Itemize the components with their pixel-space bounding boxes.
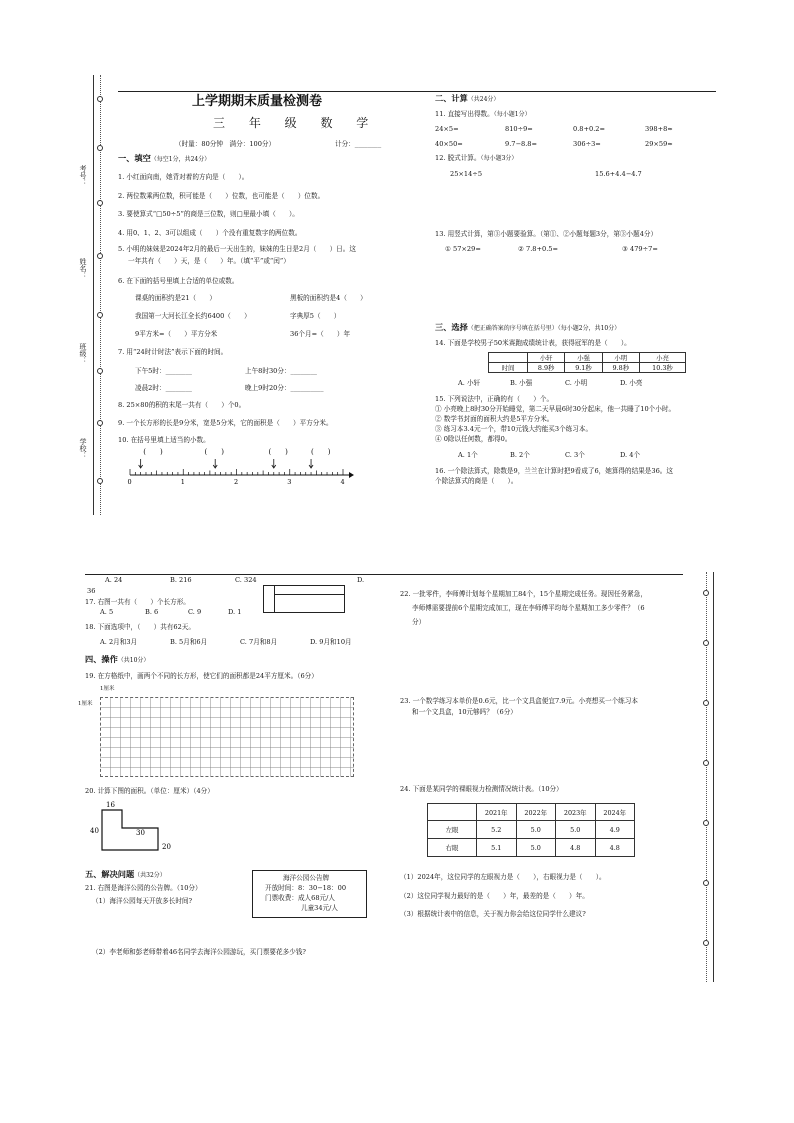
- q17-option: A. 5: [100, 608, 114, 616]
- q6a: 课桌的面积约是21（ ）: [135, 294, 216, 302]
- section3-heading: 三、选择（把正确答案的序号填在括号里）（每小题2分，共10分）: [435, 322, 621, 332]
- q12a: 25×14÷5: [450, 170, 483, 178]
- binding-hole: [97, 312, 103, 318]
- q24-part1: （1）2024年，这位同学的左眼视力是（ ），右眼视力是（ ）。: [400, 873, 606, 881]
- q24-part3: （3）根据统计表中的信息，关于视力你会给这位同学什么建议?: [400, 910, 586, 918]
- q7d: 晚上9时20分：__________: [245, 384, 324, 392]
- q11-item: 306÷3=: [573, 140, 601, 148]
- xingming-label: 姓名：: [79, 258, 87, 279]
- q16-option: D.: [357, 576, 365, 584]
- dim-40: 40: [90, 827, 99, 835]
- q14-option: D. 小亮: [620, 379, 643, 387]
- number-line-blank: ( ): [204, 448, 225, 456]
- q16-option-d-value: 36: [87, 587, 96, 595]
- q12b: 15.6+4.4−4.7: [595, 170, 642, 178]
- q20: 20. 计算下图的面积。（单位：厘米）（4分）: [85, 787, 214, 795]
- board-child-price: 儿童34元/人: [301, 904, 338, 912]
- binding-hole: [97, 145, 103, 151]
- grid-unit-top: 1厘米: [100, 686, 115, 692]
- section1-heading: 一、填空（每空1分，共24分）: [118, 153, 211, 163]
- q7b: 上午8时30分：________: [245, 367, 317, 375]
- board-adult-price: 门票收费：成人68元/人: [265, 894, 335, 902]
- q4: 4. 用0、1、2、3可以组成（ ）个没有重复数字的两位数。: [118, 229, 302, 237]
- q18-option: B. 5月和6月: [170, 638, 208, 646]
- q11-item: 810÷9=: [505, 125, 533, 133]
- number-line-tick-label: 0: [127, 478, 132, 486]
- q15-option: C. 3个: [565, 451, 585, 459]
- q16-line2: 个除法算式的商是（ ）。: [435, 477, 518, 485]
- binding-hole: [703, 940, 709, 946]
- q24: 24. 下面是某同学的裸眼视力检测情况统计表。（10分）: [400, 785, 563, 793]
- q19-grid-paper[interactable]: [100, 697, 354, 777]
- q11-item: 29×59≈: [645, 140, 673, 148]
- q13b: ② 7.8+0.5=: [518, 245, 559, 253]
- grid-unit-left: 1厘米: [78, 701, 93, 707]
- number-line-blank: ( ): [311, 448, 331, 456]
- dim-20: 20: [162, 843, 171, 851]
- board-title: 海洋公园公告牌: [283, 874, 330, 882]
- q13c: ③ 479÷7=: [622, 245, 658, 253]
- q6b: 黑板的面积约是4（ ）: [290, 294, 367, 302]
- q17-rect-figure: [263, 585, 345, 613]
- q7: 7. 用“24时计时法”表示下面的时间。: [118, 348, 228, 356]
- top-rule: [118, 91, 716, 92]
- q12: 12. 脱式计算。（每小题3分）: [435, 154, 518, 162]
- q13a: ① 57×29=: [445, 245, 481, 253]
- q16-option: C. 324: [235, 576, 257, 584]
- q23-line2: 和一个文具盒，10元够吗？（6分）: [412, 708, 517, 716]
- exam-meta: （时量：80分钟 满分：100分）: [175, 140, 276, 148]
- binding-hole: [703, 820, 709, 826]
- q15-option: A. 1个: [458, 451, 478, 459]
- q10: 10. 在括号里填上适当的小数。: [118, 436, 210, 444]
- q20-l-shape-figure: [88, 798, 188, 858]
- q21-part2: （2）李老师和彭老师带着46名同学去海洋公园游玩，买门票要花多少钱?: [92, 948, 306, 956]
- number-line-tick-label: 2: [234, 478, 239, 486]
- q14-option: B. 小强: [510, 379, 533, 387]
- kaohao-label: 考号：: [79, 165, 87, 186]
- score-label: 计分：________: [335, 140, 382, 148]
- binding-hole: [97, 368, 103, 374]
- number-line-arrow: [349, 472, 354, 478]
- q6f: 36个月=（ ）年: [290, 330, 351, 338]
- binding-solid-line-right: [713, 572, 714, 982]
- q24-part2: （2）这位同学视力最好的是（ ）年，最差的是（ ）年。: [400, 892, 589, 900]
- q6d: 字典厚5（ ）: [290, 312, 341, 320]
- q14-option: A. 小轩: [458, 379, 481, 387]
- q7c: 凌晨2时：________: [135, 384, 192, 392]
- page-subtitle: 三 年 级 数 学: [213, 116, 379, 130]
- q13: 13. 用竖式计算，第③小题要验算。（第①、②小题每题3分，第③小题4分）: [435, 230, 658, 238]
- q9: 9. 一个长方形的长是9分米，宽是5分米，它的面积是（ ）平方分米。: [118, 419, 333, 427]
- dim-30: 30: [136, 829, 145, 837]
- q18-option: D. 9月和10月: [310, 638, 352, 646]
- binding-hole: [97, 253, 103, 259]
- q11-item: 40×50=: [435, 140, 463, 148]
- q17-option: B. 6: [145, 608, 159, 616]
- binding-solid-line: [93, 75, 94, 515]
- q15a: ① 小亮晚上8时30分开始睡觉，第二天早晨6时30分起床，他一共睡了10个小时。: [435, 405, 676, 413]
- binding-hole: [703, 760, 709, 766]
- q15-option: B. 2个: [510, 451, 530, 459]
- section4-heading: 四、操作（共10分）: [85, 654, 150, 664]
- number-line-tick-label: 1: [180, 478, 185, 486]
- binding-hole: [703, 640, 709, 646]
- board-hours: 开放时间：8：30−18：00: [265, 884, 347, 892]
- q17-option: C. 9: [188, 608, 202, 616]
- binding-hole: [97, 200, 103, 206]
- number-line-blank: ( ): [268, 448, 288, 456]
- q15-option: D. 4个: [620, 451, 641, 459]
- binding-hole: [703, 880, 709, 886]
- q5-line2: 一年共有（ ）天，是（ ）年。（填“平”或“闰”）: [128, 257, 290, 265]
- q18-option: C. 7月和8月: [240, 638, 278, 646]
- q11-item: 9.7−8.8=: [505, 140, 538, 148]
- q15b: ② 数学书封面的面积大约是5平方分米。: [435, 415, 554, 423]
- q17-option: D. 1: [228, 608, 242, 616]
- q19: 19. 在方格纸中，画两个不同的长方形，使它们的面积都是24平方厘米。（6分）: [85, 672, 318, 680]
- park-notice-board: [252, 870, 367, 918]
- binding-hole: [703, 700, 709, 706]
- number-line-tick-label: 3: [287, 478, 292, 486]
- q23-line1: 23. 一个数学练习本单价是0.6元，比一个文具盒便宜7.9元。小亮想买一个练习本: [400, 697, 638, 705]
- q11-item: 0.8+0.2=: [573, 125, 606, 133]
- q16-option: A. 24: [105, 576, 123, 584]
- q1: 1. 小红面向南，她背对着的方向是（ ）。: [118, 173, 249, 181]
- q18-option: A. 2月和3月: [100, 638, 138, 646]
- dim-16: 16: [106, 801, 115, 809]
- section5-heading: 五、解决问题（共32分）: [85, 869, 166, 879]
- q5-line1: 5. 小明的妹妹是2024年2月的最后一天出生的，妹妹的生日是2月（ ）日。这: [118, 245, 356, 253]
- q8: 8. 25×80的积的末尾一共有（ ）个0。: [118, 401, 246, 409]
- binding-hole: [97, 478, 103, 484]
- binding-hole: [97, 96, 103, 102]
- q7a: 下午5时：________: [135, 367, 192, 375]
- q3: 3. 要使算式“□50÷5”的商是三位数，则□里最小填（ ）。: [118, 210, 299, 218]
- q21: 21. 右图是海洋公园的公告牌。（10分）: [85, 884, 202, 892]
- q15c: ③ 练习本3.4元一个，带10元钱大约能买3个练习本。: [435, 425, 593, 433]
- q11: 11. 直接写出得数。（每小题1分）: [435, 110, 531, 118]
- number-line-tick-label: 4: [340, 478, 345, 486]
- q11-item: 398+8≈: [645, 125, 673, 133]
- q14-table: 小轩 小强 小明 小亮 时间 8.9秒 9.1秒 9.8秒 10.3秒: [488, 352, 686, 373]
- q6e: 9平方米=（ ）平方分米: [135, 330, 218, 338]
- binding-dotted-line: [100, 75, 101, 515]
- q6: 6. 在下面的括号里填上合适的单位或数。: [118, 277, 239, 285]
- binding-hole: [97, 420, 103, 426]
- q22-line3: 分）: [412, 618, 426, 626]
- q24-vision-table: 2021年 2022年 2023年 2024年 左眼 5.2 5.0 5.0 4.9 右眼 5.1 5.0 4.8 4.8: [427, 803, 635, 857]
- page-title: 上学期期末质量检测卷: [192, 94, 323, 109]
- q18: 18. 下面选项中，（ ）共有62天。: [85, 623, 195, 631]
- q21-part1: （1）海洋公园每天开放多长时间?: [92, 897, 193, 905]
- q22-line1: 22. 一批零件，李师傅计划每个星期加工84个，15个星期完成任务。现因任务紧急，: [400, 590, 647, 598]
- binding-dotted-line-right: [706, 572, 707, 982]
- number-line: [118, 445, 358, 490]
- q16-option: B. 216: [170, 576, 192, 584]
- q22-line2: 李师傅需要提前6个星期完成加工，现在李师傅平均每个星期加工多少零件？（6: [412, 604, 645, 612]
- banji-label: 班级：: [79, 343, 87, 364]
- q2: 2. 两位数乘两位数，积可能是（ ）位数，也可能是（ ）位数。: [118, 192, 325, 200]
- q14-option: C. 小明: [565, 379, 588, 387]
- q16-line1: 16. 一个除法算式，除数是9，兰兰在计算时把9看成了6，她算得的结果是36。这: [435, 467, 673, 475]
- q6c: 我国第一大河长江全长约6400（ ）: [135, 312, 251, 320]
- q15: 15. 下列说法中，正确的有（ ）个。: [435, 395, 554, 403]
- binding-hole: [703, 590, 709, 596]
- page2-rule: [85, 574, 683, 575]
- q15d: ④ 0除以任何数，都得0。: [435, 435, 512, 443]
- q11-item: 24×5=: [435, 125, 459, 133]
- section2-heading: 二、计算（共24分）: [435, 93, 500, 103]
- number-line-blank: ( ): [143, 448, 163, 456]
- q17: 17. 右图一共有（ ）个长方形。: [85, 598, 190, 606]
- xuexiao-label: 学校：: [79, 438, 87, 459]
- q14: 14. 下面是学校男子50米赛跑成绩统计表，获得冠军的是（ ）。: [435, 339, 631, 347]
